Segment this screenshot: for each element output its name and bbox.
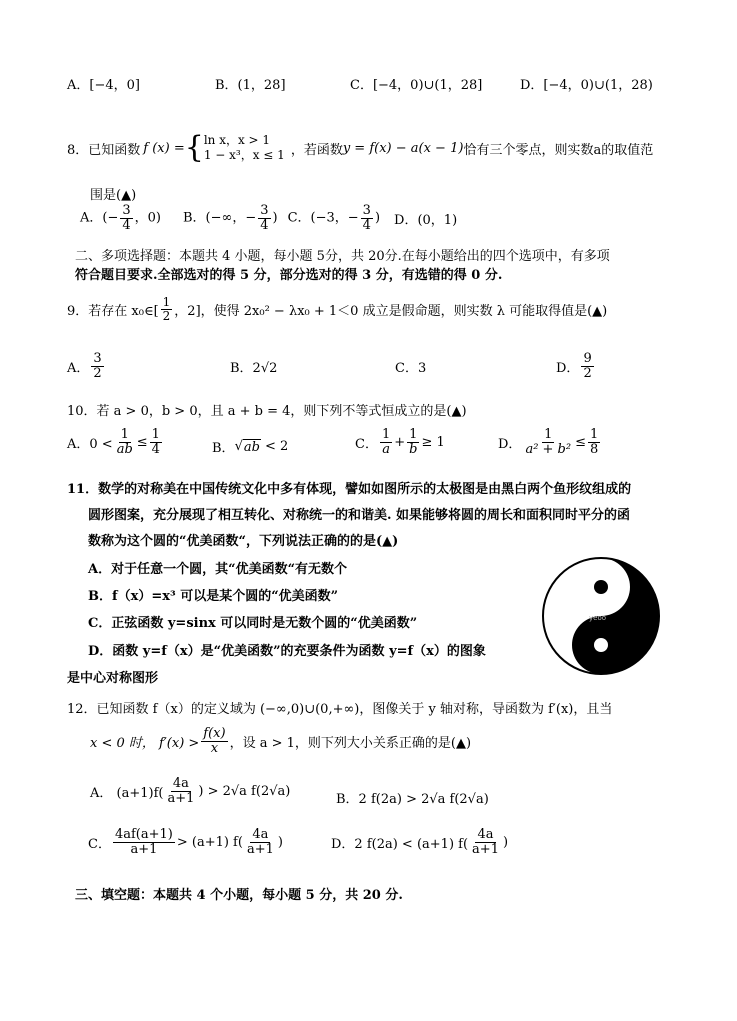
q7-option-d: D．[−4，0)∪(1，28)	[520, 78, 653, 93]
q10-option-b: B． √ ab < 2	[212, 439, 289, 456]
q11-line3: 数称为这个圆的“优美函数“，下列说法正确的的是(▲)	[88, 534, 399, 549]
taiji-bottom-dot	[594, 638, 608, 652]
q8-option-d: D．(0，1)	[394, 212, 458, 228]
q8-options	[80, 204, 457, 232]
q12-option-b: B．2 f(2a) > 2√a f(2√a)	[336, 792, 489, 807]
q10-option-d: D． $\frac{1}{\text{a² + b²}}$ ≤ $\frac{1}{8}$	[498, 427, 599, 457]
q8-line2: 围是(▲)	[90, 188, 137, 203]
q8-prefix: 8．已知函数	[67, 142, 141, 158]
q12-line2: x < 0 时， f′(x) > $\frac{f(x)}{x}$ ，设 a > 1，则下列大小关系正确的是(▲)	[90, 726, 472, 756]
q11-option-b: B．f（x）=x³ 可以是某个圆的“优美函数”	[88, 589, 339, 604]
q8-cond: y = f(x) − a(x − 1)	[342, 140, 464, 156]
q9-half: $\frac{1}{2}$	[162, 295, 171, 323]
q8-mid: ，若函数	[290, 142, 343, 158]
q7-option-a: A．[−4，0]	[67, 78, 140, 93]
q11-option-c: C．正弦函数 y=sinx 可以同时是无数个圆的“优美函数”	[88, 616, 418, 631]
q10-option-c: C． $\frac{1}{a}$ + $\frac{1}{b}$ ≥ 1	[355, 427, 445, 457]
q8-case2: 1 − x³，x ≤ 1	[203, 148, 285, 162]
q12-option-d: D．2 f(2a) < (a+1) f( $\frac{4a}{a+1}$ )	[331, 827, 509, 857]
q8-stem	[67, 130, 654, 165]
q8-suffix: 恰有三个零点，则实数a的取值范	[463, 142, 654, 158]
q8-brace: {	[184, 130, 204, 165]
q9-text1: 9．若存在 x₀∈[	[67, 303, 159, 319]
q8-option-c: C．(−3，− $\frac{3}{4}$ )	[287, 203, 381, 233]
q9-option-d: D． $\frac{9}{2}$	[556, 351, 592, 381]
q11-option-a: A．对于任意一个圆，其“优美函数“有无数个	[88, 562, 348, 577]
q8-fx: f (x) =	[143, 140, 185, 156]
q11-line2: 圆形图案，充分展现了相互转化、对称统一的和谐美. 如果能够将圆的周长和面积同时平分的函	[88, 508, 631, 523]
q9-text2: ，2]，使得 2x₀² − λx₀ + 1＜0 成立是假命题，则实数 λ 可能取得值是(▲)	[174, 303, 608, 319]
q8-option-a: A．(− $\frac{3}{4}$ ，0)	[80, 203, 161, 233]
q9-option-a: A． $\frac{3}{2}$	[67, 351, 102, 381]
q11-option-d-cont: 是中心对称图形	[67, 671, 159, 686]
section2-line2: 符合题目要求.全部选对的得 5 分，部分选对的得 3 分，有选错的得 0 分.	[75, 268, 503, 283]
taiji-top-dot	[594, 580, 608, 594]
q11-option-d: D．函数 y=f（x）是“优美函数”的充要条件为函数 y=f（x）的图象	[88, 644, 486, 659]
q9-stem	[67, 296, 607, 322]
taiji-watermark: yeoo	[589, 614, 607, 622]
q10-option-a: A．0 < $\frac{1}{ab}$ ≤ $\frac{1}{4}$	[67, 427, 160, 457]
q12-line1: 12．已知函数 f（x）的定义域为 (−∞,0)∪(0,+∞)，图像关于 y 轴对称，导函数为 f′(x)，且当	[67, 702, 613, 717]
q8-piecewise	[204, 133, 285, 163]
q11-line1: 11．数学的对称美在中国传统文化中多有体现，譬如如图所示的太极图是由黑白两个鱼形纹组成的	[67, 482, 632, 497]
q8-option-b: B．(−∞，− $\frac{3}{4}$ )	[182, 203, 278, 233]
q7-option-b: B．(1，28]	[215, 78, 286, 93]
q8-case1: ln x，x > 1	[203, 133, 271, 147]
section3-heading: 三、填空题：本题共 4 个小题，每小题 5 分，共 20 分.	[75, 888, 403, 903]
q12-option-a: A． (a+1)f( $\frac{4a}{a+1}$ ) > 2√a f(2√a)	[90, 776, 291, 806]
q9-option-b: B．2√2	[230, 361, 278, 376]
taiji-figure	[541, 556, 661, 676]
q12-option-c: C． $\frac{4af(a+1)}{a+1}$ > (a+1) f( $\frac{4a}{a+1}$ )	[88, 827, 283, 857]
section2-line1: 二、多项选择题：本题共 4 小题，每小题 5分，共 20分.在每小题给出的四个选项中，有多项	[75, 249, 610, 264]
q10-stem: 10．若 a > 0，b > 0，且 a + b = 4，则下列不等式恒成立的是(▲)	[67, 404, 467, 419]
q9-option-c: C．3	[395, 361, 427, 376]
q7-option-c: C．[−4，0)∪(1，28]	[350, 78, 483, 93]
